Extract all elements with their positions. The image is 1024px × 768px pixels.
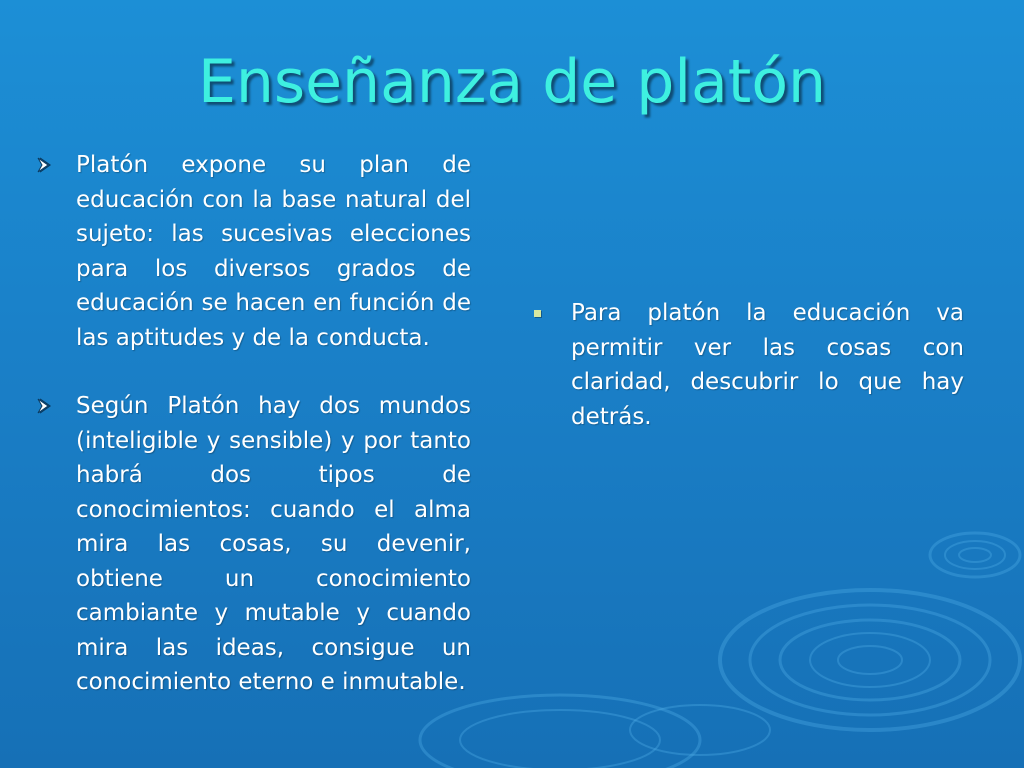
arrow-bullet-icon <box>35 148 76 182</box>
bullet-item <box>35 148 471 355</box>
square-bullet-icon <box>530 296 571 330</box>
bullet-item <box>35 389 471 700</box>
slide-title: Enseñanza de platón <box>197 47 827 117</box>
arrow-bullet-icon <box>35 389 76 423</box>
bullet-text: Según Platón hay dos mundos (inteligible y sensible) y por tanto habrá dos tipos de conocimientos: cuando el alma mira las cosas, su devenir, obtiene un conocimiento cambiante y mutable y cuando mira las ideas, consigue un conocimiento eterno e inmutable. <box>76 393 471 695</box>
bullet-text: Para platón la educación va permitir ver las cosas con claridad, descubrir lo que hay detrás. <box>571 300 964 430</box>
right-column <box>530 296 964 434</box>
bullet-text: Platón expone su plan de educación con la base natural del sujeto: las sucesivas elecciones para los diversos grados de educación se hacen en función de las aptitudes y de la conducta. <box>76 152 471 351</box>
left-column <box>35 148 471 700</box>
bullet-item <box>530 296 964 434</box>
